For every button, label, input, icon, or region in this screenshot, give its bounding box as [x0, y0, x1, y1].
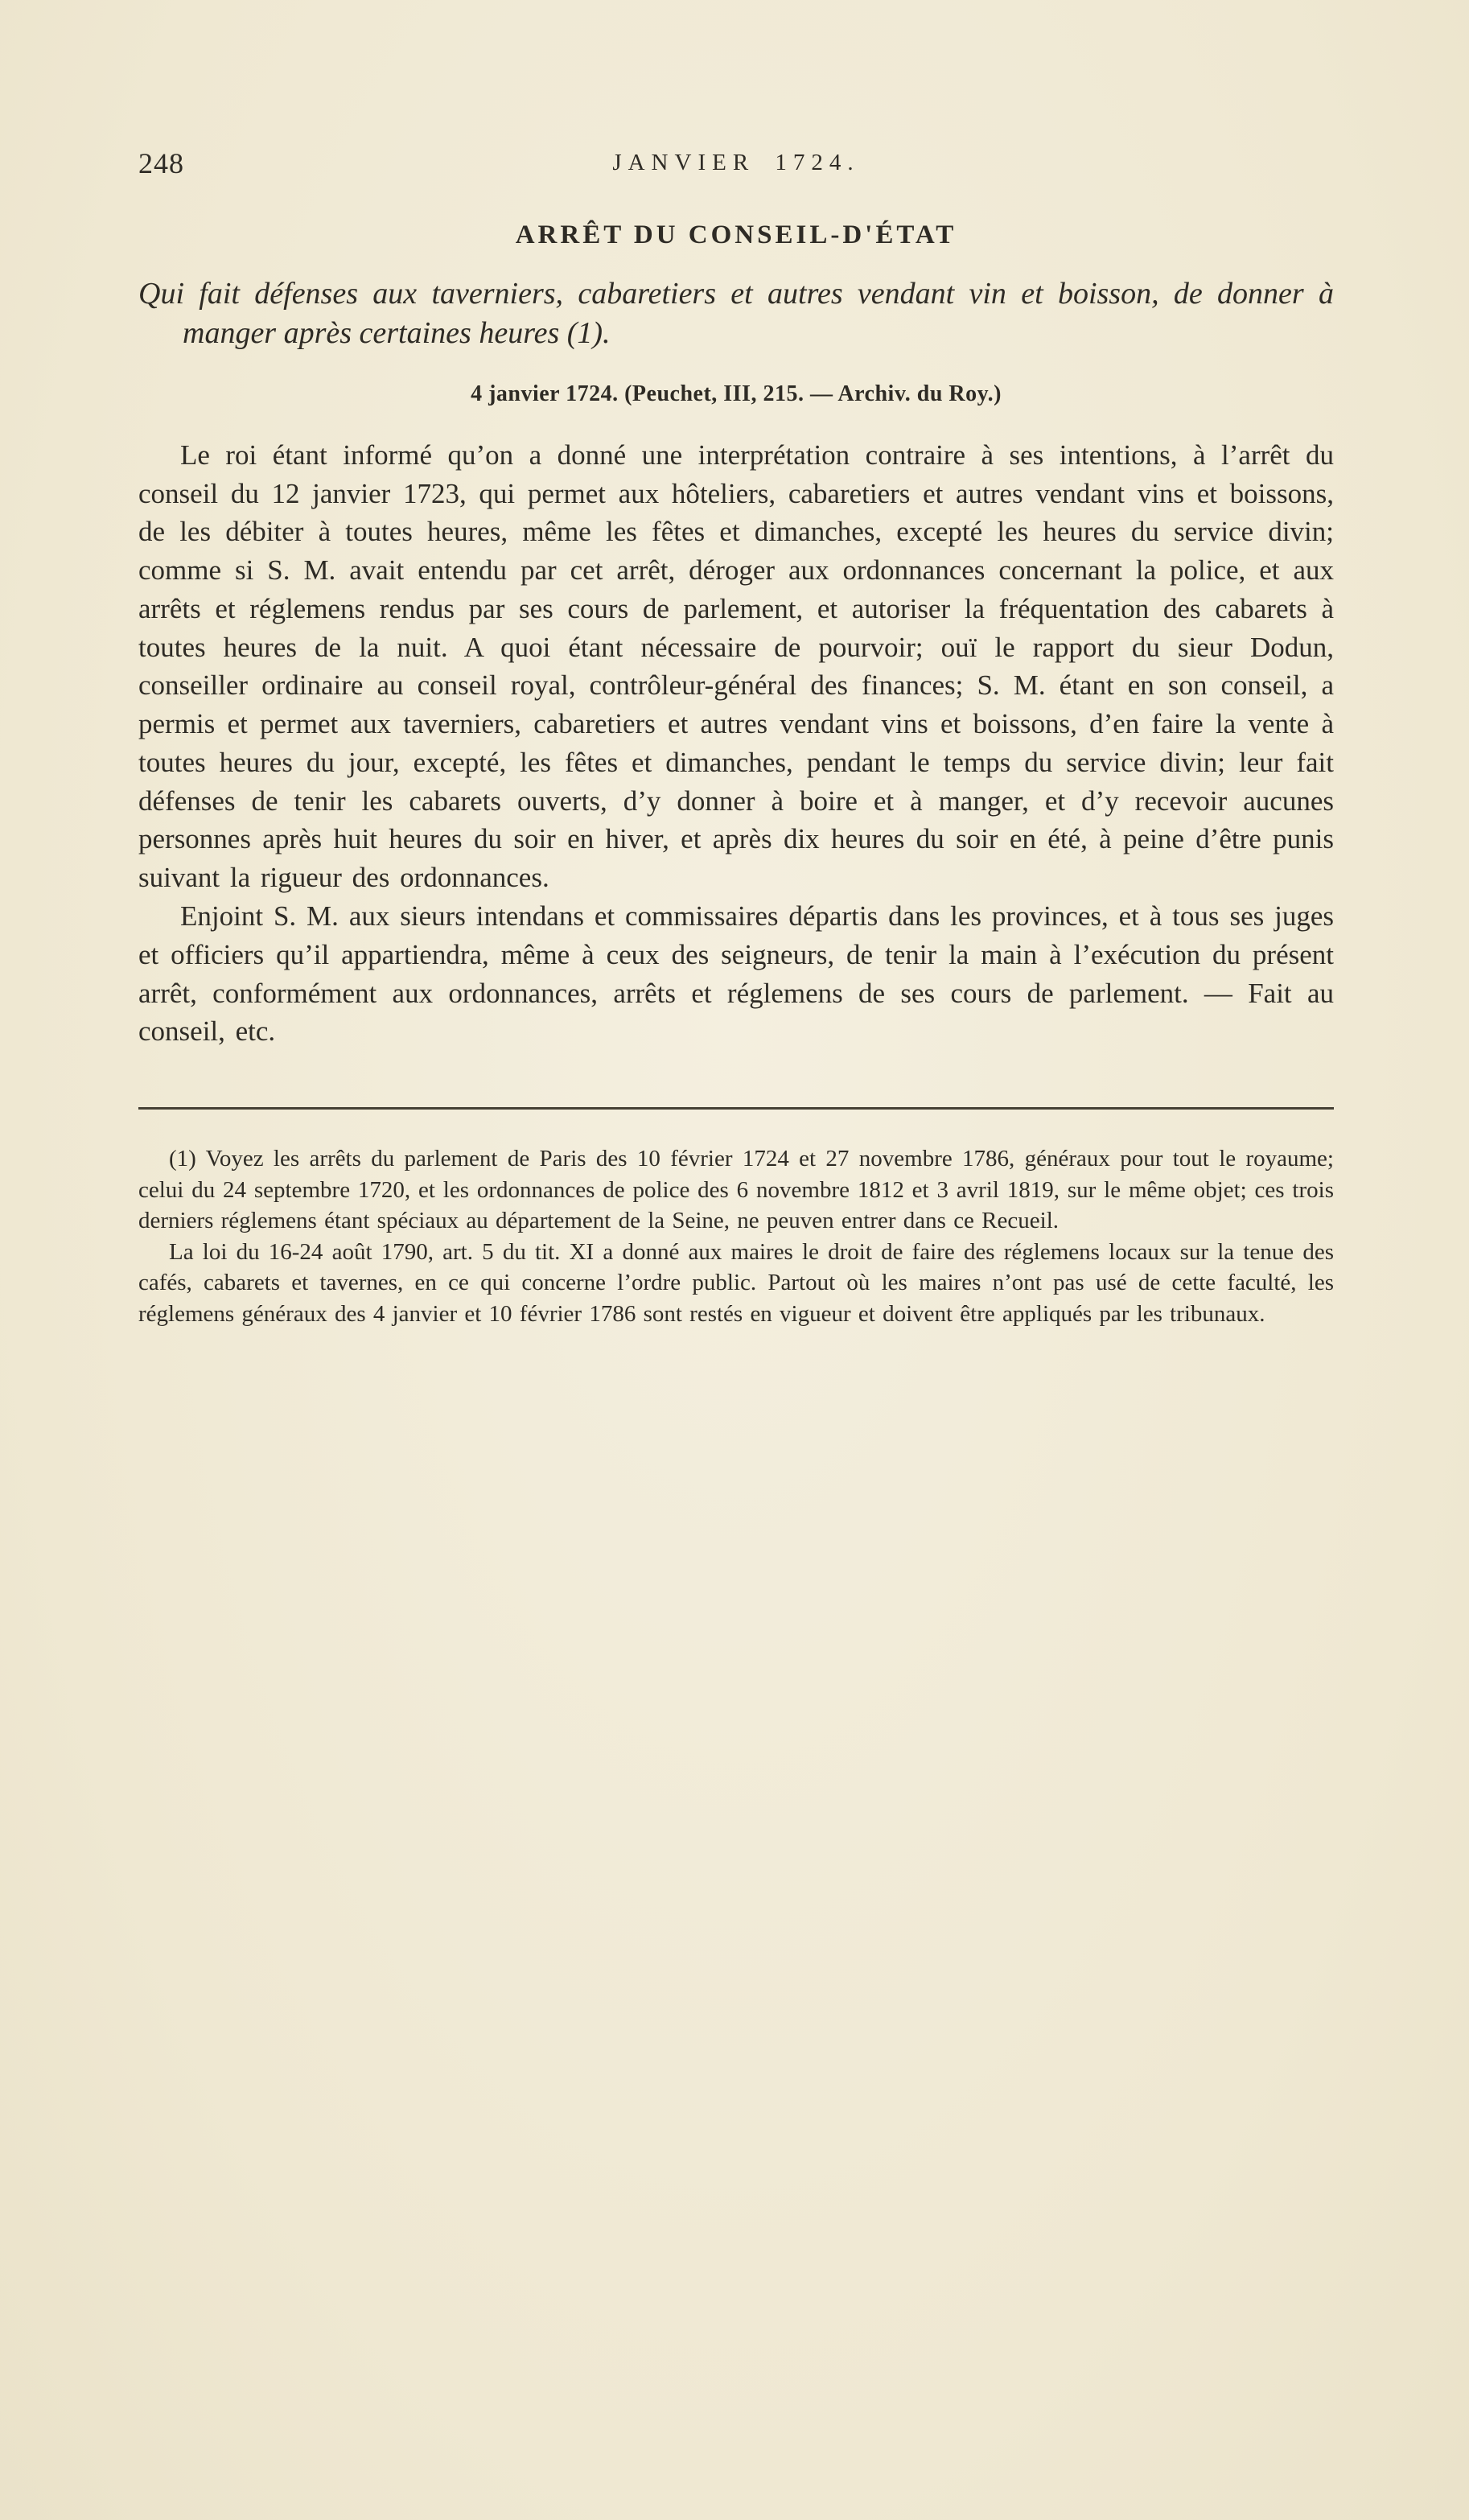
footnote-paragraph: La loi du 16-24 août 1790, art. 5 du tit. XI a donné aux maires le droit de faire des réglemens locaux sur la tenue des cafés, cabarets et tavernes, en ce qui concerne l’ordre public. Partout où les maires n’ont pas usé de cette faculté, les réglemens généraux des 4 janvier et 10 février 1786 sont restés en vigueur et doivent être appliqués par les tribunaux.	[138, 1238, 1334, 1327]
footnotes-section	[138, 1143, 1334, 1329]
document-title: ARRÊT DU CONSEIL-D'ÉTAT	[515, 220, 957, 249]
body-paragraph: Le roi étant informé qu’on a donné une interprétation contraire à ses intentions, à l’arrêt du conseil du 12 janvier 1723, qui permet aux hôteliers, cabaretiers et autres vendant vins et boissons, de les débiter à toutes heures, même les fêtes et dimanches, excepté les heures du service divin; comme si S. M. avait entendu par cet arrêt, déroger aux ordonnances concernant la police, et aux arrêts et réglemens rendus par ses cours de parlement, et autoriser la fréquentation des cabarets à toutes heures de la nuit. A quoi étant nécessaire de pourvoir; ouï le rapport du sieur Dodun, conseiller ordinaire au conseil royal, contrôleur-général des finances; S. M. étant en son conseil, a permis et permet aux taverniers, cabaretiers et autres vendant vins et boissons, d’en faire la vente à toutes heures du jour, excepté, les fêtes et dimanches, pendant le temps du service divin; leur fait défenses de tenir les cabarets ouverts, d’y donner à boire et à manger, et d’y recevoir aucunes personnes après huit heures du soir en hiver, et après dix heures du soir en été, à peine d’être punis suivant la rigueur des ordonnances.	[138, 439, 1334, 894]
dateline: 4 janvier 1724. (Peuchet, III, 215. — Archiv. du Roy.)	[471, 381, 1002, 406]
document-subtitle: Qui fait défenses aux taverniers, cabaretiers et autres vendant vin et boisson, de donner à manger après certaines heures (1).	[138, 277, 1334, 351]
footnote-paragraph: (1) Voyez les arrêts du parlement de Paris des 10 février 1724 et 27 novembre 1786, généraux pour tout le royaume; celui du 24 septembre 1720, et les ordonnances de police des 6 novembre 1812 et 3 avril 1819, sur le même objet; ces trois derniers réglemens étant spéciaux au département de la Seine, ne peuven entrer dans ce Recueil.	[138, 1146, 1334, 1234]
body-paragraph: Enjoint S. M. aux sieurs intendans et commissaires départis dans les provinces, et à tous ses juges et officiers qu’il appartiendra, même à ceux des seigneurs, de tenir la main à l’exécution du présent arrêt, conformément aux ordonnances, arrêts et réglemens de ses cours de parlement. — Fait au conseil, etc.	[138, 900, 1334, 1048]
running-title: JANVIER 1724.	[612, 150, 860, 175]
page-header	[138, 146, 1334, 185]
document-body	[138, 436, 1334, 1051]
page-number: 248	[138, 147, 184, 179]
footnote-divider	[138, 1107, 1334, 1110]
